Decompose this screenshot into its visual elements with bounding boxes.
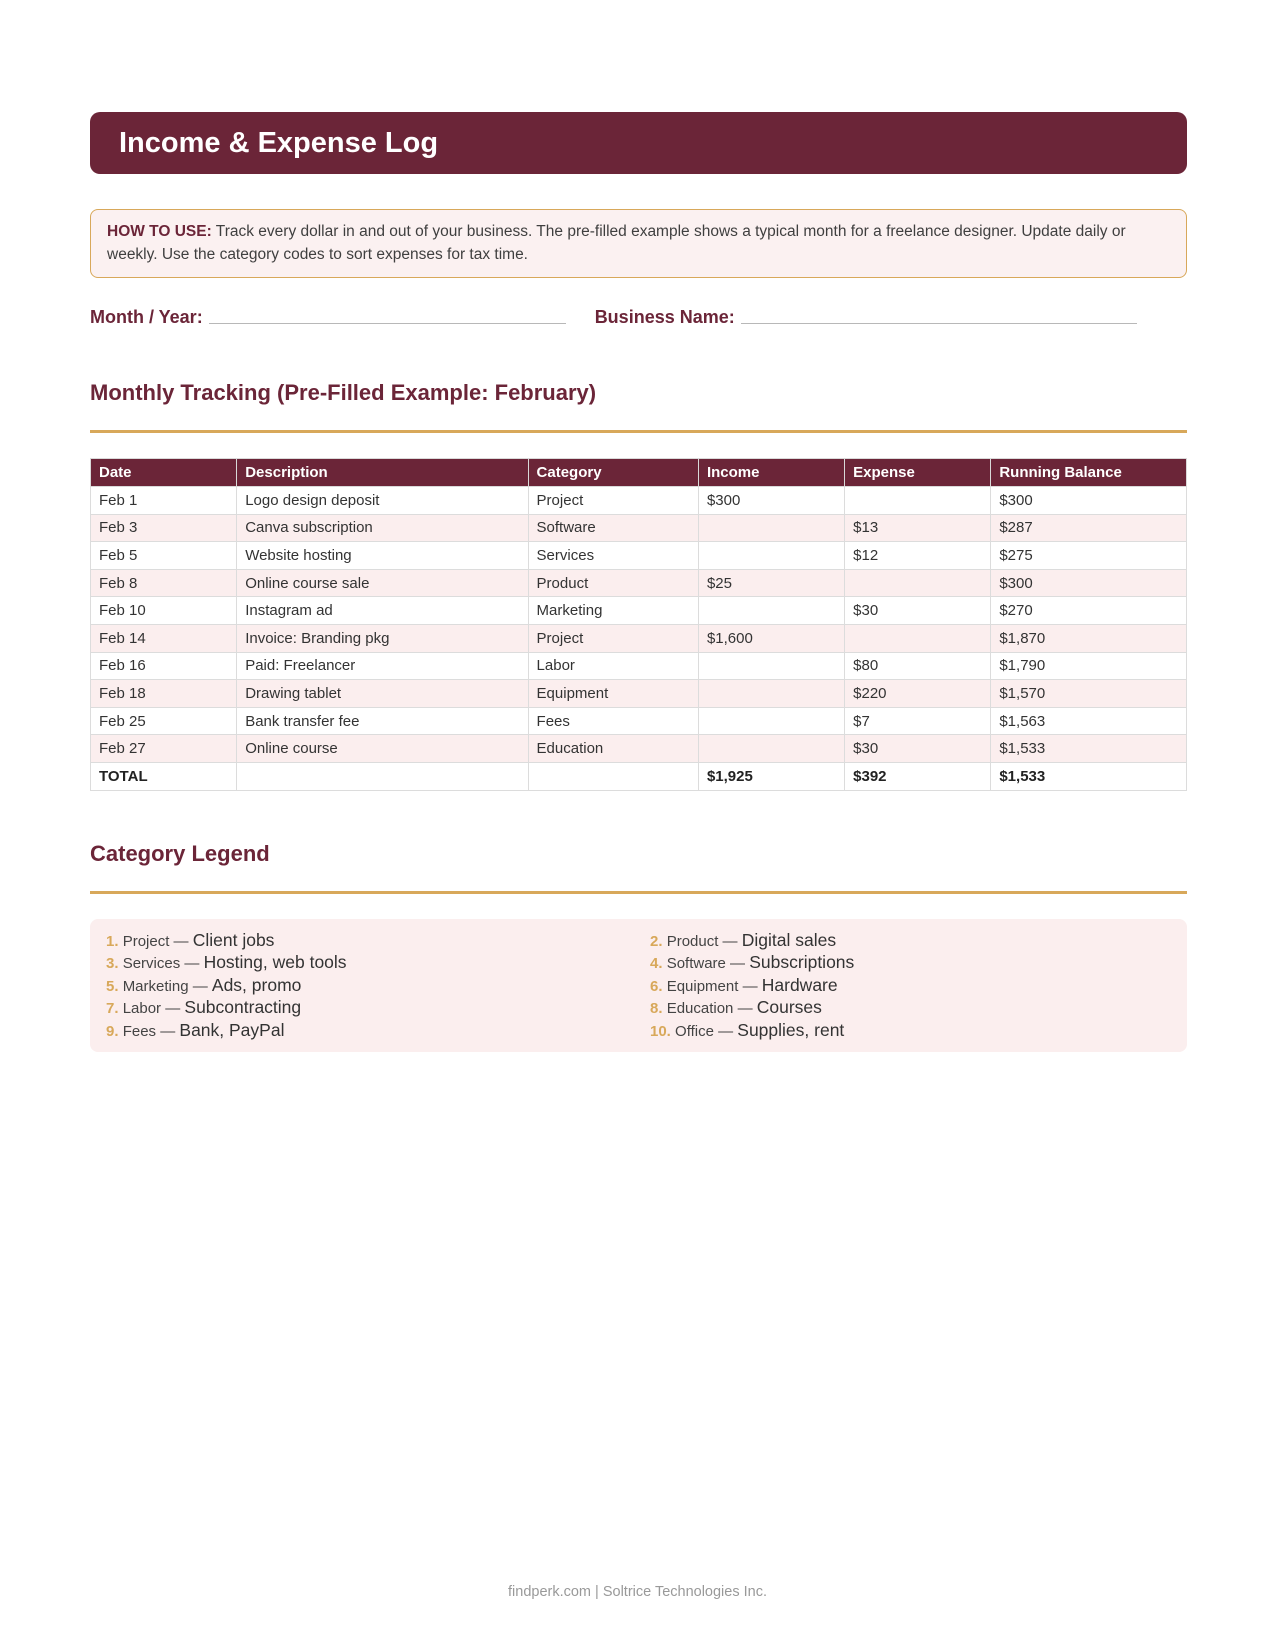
table-cell: Feb 1 <box>91 487 237 515</box>
table-cell <box>698 597 844 625</box>
page-title: Income & Expense Log <box>119 126 439 159</box>
legend-description: Supplies, rent <box>737 1019 845 1040</box>
total-cell: $1,533 <box>991 762 1187 790</box>
table-cell: $30 <box>845 735 991 763</box>
table-cell: $1,870 <box>991 624 1187 652</box>
legend-item <box>106 997 650 1020</box>
legend-category: Project <box>122 932 170 950</box>
total-row <box>91 762 1187 790</box>
how-to-use-text: Track every dollar in and out of your business. The pre-filled example shows a typical month for a freelance designer. Update daily or weekly. Use the category codes to sort expenses for tax time. <box>107 223 1126 263</box>
table-cell: $220 <box>845 680 991 708</box>
category-legend <box>90 919 1187 1053</box>
month-year-field[interactable] <box>90 307 566 328</box>
table-row <box>91 624 1187 652</box>
table-cell: Software <box>528 514 698 542</box>
table-cell: Services <box>528 542 698 570</box>
table-cell: Project <box>528 624 698 652</box>
table-cell: Feb 16 <box>91 652 237 680</box>
legend-item <box>106 1020 650 1043</box>
legend-separator: — <box>738 977 762 995</box>
legend-number: 1. <box>106 932 119 950</box>
table-cell <box>845 487 991 515</box>
legend-category: Product <box>666 932 719 950</box>
table-cell: $1,790 <box>991 652 1187 680</box>
legend-description: Subcontracting <box>184 997 302 1018</box>
document-page <box>90 112 1187 1052</box>
month-year-line[interactable] <box>209 322 566 324</box>
table-cell: $287 <box>991 514 1187 542</box>
month-year-label: Month / Year: <box>90 307 203 327</box>
legend-item <box>106 952 650 975</box>
table-cell <box>845 569 991 597</box>
legend-item <box>106 930 650 953</box>
table-cell: Fees <box>528 707 698 735</box>
column-header: Income <box>698 459 844 487</box>
legend-separator: — <box>725 955 750 973</box>
legend-category: Software <box>666 955 726 973</box>
table-cell: $1,600 <box>698 624 844 652</box>
legend-number: 5. <box>106 977 119 995</box>
total-cell <box>528 762 698 790</box>
table-row <box>91 597 1187 625</box>
table-cell: $12 <box>845 542 991 570</box>
table-cell: Paid: Freelancer <box>237 652 528 680</box>
legend-item <box>650 997 1171 1020</box>
business-name-field[interactable] <box>595 307 1137 328</box>
table-cell: $80 <box>845 652 991 680</box>
column-header: Date <box>91 459 237 487</box>
section-divider <box>90 430 1187 433</box>
column-header: Expense <box>845 459 991 487</box>
table-row <box>91 707 1187 735</box>
legend-number: 8. <box>650 1000 663 1018</box>
total-cell: TOTAL <box>91 762 237 790</box>
legend-description: Client jobs <box>192 929 275 950</box>
table-cell: Online course <box>237 735 528 763</box>
table-cell <box>698 735 844 763</box>
table-cell: Feb 10 <box>91 597 237 625</box>
legend-description: Ads, promo <box>211 974 302 995</box>
legend-description: Hosting, web tools <box>203 952 347 973</box>
legend-separator: — <box>718 932 742 950</box>
total-cell: $392 <box>845 762 991 790</box>
legend-separator: — <box>188 977 212 995</box>
legend-number: 2. <box>650 932 663 950</box>
table-cell: Product <box>528 569 698 597</box>
form-fields <box>90 304 1187 328</box>
table-cell: $300 <box>698 487 844 515</box>
legend-description: Hardware <box>761 974 838 995</box>
table-cell: $300 <box>991 569 1187 597</box>
table-cell <box>698 514 844 542</box>
table-cell: Logo design deposit <box>237 487 528 515</box>
legend-separator: — <box>713 1022 738 1040</box>
table-cell: $1,570 <box>991 680 1187 708</box>
table-row <box>91 514 1187 542</box>
legend-number: 9. <box>106 1022 119 1040</box>
title-banner <box>90 112 1187 174</box>
table-cell: $7 <box>845 707 991 735</box>
table-cell: Equipment <box>528 680 698 708</box>
table-cell: $1,563 <box>991 707 1187 735</box>
table-cell: $275 <box>991 542 1187 570</box>
how-to-use-box <box>90 209 1187 278</box>
table-cell: Feb 5 <box>91 542 237 570</box>
table-cell: Feb 14 <box>91 624 237 652</box>
legend-item <box>650 1020 1171 1043</box>
column-header: Category <box>528 459 698 487</box>
legend-number: 4. <box>650 955 663 973</box>
legend-category: Marketing <box>122 977 189 995</box>
table-cell <box>698 652 844 680</box>
table-cell: Feb 3 <box>91 514 237 542</box>
table-cell: Instagram ad <box>237 597 528 625</box>
legend-category: Services <box>122 955 181 973</box>
legend-description: Bank, PayPal <box>179 1019 285 1040</box>
table-cell: $1,533 <box>991 735 1187 763</box>
table-cell <box>845 624 991 652</box>
table-cell <box>698 680 844 708</box>
section-divider <box>90 891 1187 894</box>
table-row <box>91 680 1187 708</box>
table-cell: $270 <box>991 597 1187 625</box>
table-cell: Feb 8 <box>91 569 237 597</box>
legend-number: 10. <box>650 1022 671 1040</box>
table-cell: Feb 18 <box>91 680 237 708</box>
legend-number: 7. <box>106 1000 119 1018</box>
table-cell: $30 <box>845 597 991 625</box>
footer-text: findperk.com | Soltrice Technologies Inc. <box>508 1584 767 1600</box>
legend-category: Education <box>666 1000 734 1018</box>
table-cell: Drawing tablet <box>237 680 528 708</box>
legend-description: Courses <box>756 997 822 1018</box>
table-cell: Feb 27 <box>91 735 237 763</box>
legend-category: Office <box>675 1022 714 1040</box>
tracking-table <box>90 458 1187 791</box>
legend-number: 3. <box>106 955 119 973</box>
table-cell: Education <box>528 735 698 763</box>
column-header: Running Balance <box>991 459 1187 487</box>
tracking-section-title: Monthly Tracking (Pre-Filled Example: February) <box>90 380 597 405</box>
legend-category: Labor <box>122 1000 162 1018</box>
table-cell: Canva subscription <box>237 514 528 542</box>
table-cell <box>698 707 844 735</box>
legend-item <box>106 975 650 998</box>
legend-separator: — <box>161 1000 185 1018</box>
legend-separator: — <box>169 932 193 950</box>
legend-item <box>650 952 1171 975</box>
legend-separator: — <box>156 1022 180 1040</box>
legend-section-title: Category Legend <box>90 840 270 866</box>
business-name-label: Business Name: <box>594 307 735 327</box>
table-cell: Online course sale <box>237 569 528 597</box>
table-cell: Feb 25 <box>91 707 237 735</box>
column-header: Description <box>237 459 528 487</box>
table-row <box>91 487 1187 515</box>
table-cell <box>698 542 844 570</box>
table-cell: $25 <box>698 569 844 597</box>
table-cell: $13 <box>845 514 991 542</box>
table-header-row <box>91 459 1187 487</box>
table-cell: Invoice: Branding pkg <box>237 624 528 652</box>
table-row <box>91 569 1187 597</box>
table-cell: Website hosting <box>237 542 528 570</box>
total-cell <box>237 762 528 790</box>
legend-separator: — <box>733 1000 757 1018</box>
table-cell: $300 <box>991 487 1187 515</box>
legend-description: Digital sales <box>741 929 837 950</box>
table-row <box>91 735 1187 763</box>
how-to-use-label: HOW TO USE: <box>107 223 212 240</box>
table-row <box>91 542 1187 570</box>
table-row <box>91 652 1187 680</box>
total-cell: $1,925 <box>698 762 844 790</box>
table-cell: Bank transfer fee <box>237 707 528 735</box>
legend-description: Subscriptions <box>749 952 855 973</box>
legend-category: Fees <box>122 1022 157 1040</box>
legend-category: Equipment <box>666 977 739 995</box>
legend-number: 6. <box>650 977 663 995</box>
table-cell: Project <box>528 487 698 515</box>
legend-separator: — <box>180 955 204 973</box>
legend-item <box>650 930 1171 953</box>
table-cell: Labor <box>528 652 698 680</box>
legend-item <box>650 975 1171 998</box>
business-name-line[interactable] <box>741 322 1137 324</box>
table-cell: Marketing <box>528 597 698 625</box>
